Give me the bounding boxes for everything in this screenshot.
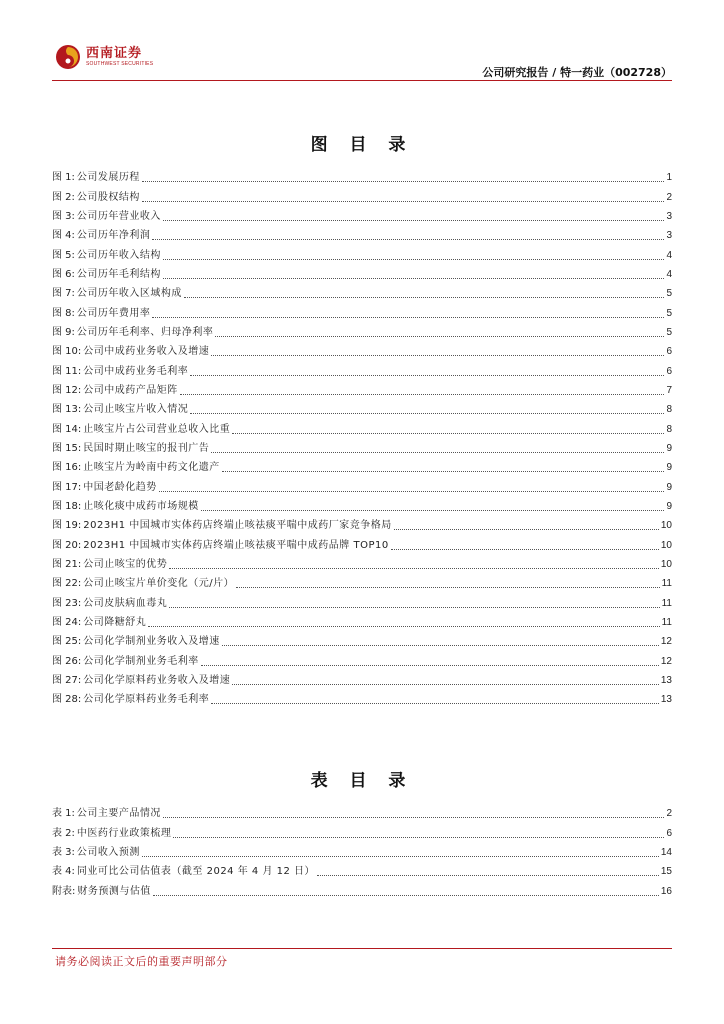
dot-leader: [190, 412, 664, 414]
table-toc-entry-label: 表 4:: [52, 866, 75, 878]
dot-leader: [215, 335, 664, 337]
figure-toc-entry-page: 8: [666, 404, 672, 416]
table-toc-entry[interactable]: [52, 878, 672, 897]
table-toc-entry-label: 表 1:: [52, 808, 75, 820]
figure-toc-entry-label: 图 3:: [52, 210, 75, 222]
table-toc-entry-title: 公司主要产品情况: [76, 808, 161, 820]
figure-toc-entry[interactable]: [52, 300, 672, 319]
dot-leader: [391, 548, 659, 550]
figure-toc-entry-label: 图 25:: [52, 636, 82, 648]
figure-toc-entry-title: 公司化学原料药业务收入及增速: [83, 674, 231, 686]
figure-toc-entry-label: 图 2:: [52, 191, 75, 203]
figure-toc-entry[interactable]: [52, 242, 672, 261]
dot-leader: [142, 855, 659, 857]
figure-toc-entry[interactable]: [52, 571, 672, 590]
figure-toc-entry[interactable]: [52, 165, 672, 184]
figure-toc-entry-label: 图 20:: [52, 539, 82, 551]
figure-toc-entry[interactable]: [52, 610, 672, 629]
figure-toc-entry-title: 公司皮肤病血毒丸: [83, 597, 168, 609]
figure-toc-entry[interactable]: [52, 532, 672, 551]
figure-toc-entry-label: 图 18:: [52, 500, 82, 512]
figure-toc-entry-page: 9: [666, 462, 672, 474]
figure-toc-entry[interactable]: [52, 513, 672, 532]
figure-toc-entry-label: 图 11:: [52, 365, 82, 377]
table-toc-entry-label: 附表:: [52, 885, 76, 897]
table-toc-entry[interactable]: [52, 840, 672, 859]
figure-toc-entry[interactable]: [52, 416, 672, 435]
report-label: 公司研究报告 / 特一药业（002728）: [482, 66, 672, 79]
table-toc-entry[interactable]: [52, 820, 672, 839]
figure-toc-entry-page: 9: [666, 500, 672, 512]
dot-leader: [190, 374, 664, 376]
figure-toc-entry-page: 12: [660, 636, 672, 648]
figure-toc-entry-page: 1: [666, 172, 672, 184]
figure-toc-entry-title: 公司发展历程: [76, 172, 140, 184]
figure-toc-entry-label: 图 15:: [52, 442, 82, 454]
dot-leader: [232, 432, 664, 434]
table-toc-entry-page: 15: [660, 866, 672, 878]
company-logo: [55, 44, 153, 70]
figure-toc-entry-label: 图 5:: [52, 249, 75, 261]
figure-toc-entry[interactable]: [52, 648, 672, 667]
figure-toc-entry-title: 中国老龄化趋势: [83, 481, 157, 493]
table-toc-entry-label: 表 3:: [52, 846, 75, 858]
dot-leader: [152, 238, 664, 240]
dot-leader: [159, 490, 665, 492]
figure-toc-entry[interactable]: [52, 320, 672, 339]
figure-toc-entry[interactable]: [52, 204, 672, 223]
figure-toc-entry-title: 公司中成药业务毛利率: [83, 365, 189, 377]
figure-toc-entry-page: 3: [666, 210, 672, 222]
footer-disclaimer: 请务必阅读正文后的重要声明部分: [55, 955, 228, 968]
figures-toc-title: 图 目 录: [310, 135, 414, 155]
figure-toc-entry-title: 止咳宝片占公司营业总收入比重: [83, 423, 231, 435]
figure-toc-entry-title: 公司历年营业收入: [76, 210, 161, 222]
figure-toc-entry[interactable]: [52, 474, 672, 493]
figure-toc-entry-page: 5: [666, 288, 672, 300]
figure-toc-entry[interactable]: [52, 281, 672, 300]
tables-toc-list: [52, 801, 672, 898]
figure-toc-entry-label: 图 1:: [52, 172, 75, 184]
figure-toc-entry-page: 10: [660, 539, 672, 551]
figure-toc-entry-label: 图 21:: [52, 558, 82, 570]
dot-leader: [222, 470, 665, 472]
figure-toc-entry-page: 4: [666, 268, 672, 280]
dot-leader: [201, 509, 665, 511]
figure-toc-entry-label: 图 10:: [52, 346, 82, 358]
dot-leader: [153, 894, 659, 896]
figure-toc-entry[interactable]: [52, 436, 672, 455]
dot-leader: [163, 277, 665, 279]
figure-toc-entry-title: 公司止咳宝的优势: [83, 558, 168, 570]
dot-leader: [222, 644, 659, 646]
dot-leader: [163, 219, 665, 221]
dot-leader: [394, 528, 659, 530]
figure-toc-entry-label: 图 27:: [52, 674, 82, 686]
figure-toc-entry-title: 止咳化痰中成药市场规模: [83, 500, 199, 512]
figure-toc-entry-label: 图 7:: [52, 288, 75, 300]
figure-toc-entry-label: 图 12:: [52, 384, 82, 396]
tables-toc-title: 表 目 录: [310, 771, 414, 791]
figure-toc-entry-title: 公司降糖舒丸: [83, 616, 147, 628]
figure-toc-entry-label: 图 6:: [52, 268, 75, 280]
figure-toc-entry-page: 2: [666, 191, 672, 203]
figure-toc-entry-page: 11: [661, 597, 672, 609]
figure-toc-entry-page: 7: [666, 384, 672, 396]
figure-toc-entry-title: 公司中成药业务收入及增速: [83, 346, 210, 358]
table-toc-entry[interactable]: [52, 801, 672, 820]
figure-toc-entry[interactable]: [52, 339, 672, 358]
figure-toc-entry-label: 图 22:: [52, 578, 82, 590]
figure-toc-entry-title: 公司止咳宝片收入情况: [83, 404, 189, 416]
figure-toc-entry-label: 图 26:: [52, 655, 82, 667]
figure-toc-entry[interactable]: [52, 358, 672, 377]
figure-toc-entry[interactable]: [52, 455, 672, 474]
figure-toc-entry-label: 图 4:: [52, 230, 75, 242]
figure-toc-entry[interactable]: [52, 687, 672, 706]
figure-toc-entry[interactable]: [52, 397, 672, 416]
dot-leader: [152, 316, 664, 318]
dot-leader: [236, 586, 659, 588]
figure-toc-entry[interactable]: [52, 223, 672, 242]
figure-toc-entry-label: 图 9:: [52, 326, 75, 338]
figure-toc-entry-label: 图 14:: [52, 423, 82, 435]
figures-toc-list: [52, 165, 672, 706]
figure-toc-entry[interactable]: [52, 378, 672, 397]
figure-toc-entry-title: 公司化学制剂业务毛利率: [83, 655, 199, 667]
dot-leader: [142, 180, 665, 182]
figure-toc-entry[interactable]: [52, 590, 672, 609]
table-toc-entry-title: 中医药行业政策梳理: [76, 827, 172, 839]
figure-toc-entry-page: 9: [666, 442, 672, 454]
dot-leader: [169, 567, 659, 569]
dot-leader: [142, 200, 665, 202]
table-toc-entry-title: 财务预测与估值: [77, 885, 151, 897]
figure-toc-entry-label: 图 24:: [52, 616, 82, 628]
dot-leader: [317, 874, 659, 876]
figure-toc-entry-title: 公司历年净利润: [76, 230, 151, 242]
dot-leader: [211, 702, 659, 704]
figure-toc-entry-title: 公司历年收入区域构成: [76, 288, 182, 300]
figure-toc-entry-title: 公司化学原料药业务毛利率: [83, 694, 210, 706]
table-toc-entry-page: 2: [666, 808, 672, 820]
figure-toc-entry-title: 2023H1 中国城市实体药店终端止咳祛痰平喘中成药品牌 TOP10: [83, 539, 389, 551]
table-toc-entry-page: 14: [660, 846, 672, 858]
dot-leader: [232, 683, 659, 685]
table-toc-entry-page: 16: [660, 885, 672, 897]
figure-toc-entry-page: 11: [661, 578, 672, 590]
table-toc-entry-label: 表 2:: [52, 827, 75, 839]
figure-toc-entry-page: 11: [661, 616, 672, 628]
table-toc-entry-title: 同业可比公司估值表（截至 2024 年 4 月 12 日）: [76, 866, 316, 878]
figure-toc-entry-label: 图 28:: [52, 694, 82, 706]
logo-text-cn: 西南证券: [86, 46, 143, 61]
figure-toc-entry-page: 13: [660, 674, 672, 686]
figure-toc-entry-title: 公司历年收入结构: [76, 249, 161, 261]
figure-toc-entry-title: 2023H1 中国城市实体药店终端止咳祛痰平喘中成药厂家竞争格局: [83, 520, 392, 532]
figure-toc-entry-page: 9: [666, 481, 672, 493]
figure-toc-entry[interactable]: [52, 184, 672, 203]
dot-leader: [163, 816, 665, 818]
figure-toc-entry[interactable]: [52, 262, 672, 281]
table-toc-entry-page: 6: [666, 827, 672, 839]
figure-toc-entry-label: 图 23:: [52, 597, 82, 609]
figure-toc-entry-title: 公司历年毛利率、归母净利率: [76, 326, 214, 338]
figure-toc-entry-title: 公司股权结构: [76, 191, 140, 203]
figure-toc-entry-label: 图 17:: [52, 481, 82, 493]
figure-toc-entry-title: 公司历年毛利结构: [76, 268, 161, 280]
figure-toc-entry-page: 13: [660, 694, 672, 706]
figure-toc-entry-page: 5: [666, 326, 672, 338]
table-toc-entry-title: 公司收入预测: [76, 846, 140, 858]
dot-leader: [148, 625, 659, 627]
figure-toc-entry[interactable]: [52, 629, 672, 648]
figure-toc-entry-page: 6: [666, 346, 672, 358]
figure-toc-entry-title: 公司中成药产品矩阵: [83, 384, 178, 396]
header-divider: [52, 80, 672, 81]
figure-toc-entry-page: 10: [660, 520, 672, 532]
figure-toc-entry-page: 4: [666, 249, 672, 261]
figure-toc-entry-title: 止咳宝片为岭南中药文化遗产: [83, 462, 220, 474]
figure-toc-entry[interactable]: [52, 668, 672, 687]
dot-leader: [173, 836, 664, 838]
figure-toc-entry-title: 公司化学制剂业务收入及增速: [83, 636, 220, 648]
dot-leader: [211, 354, 664, 356]
dot-leader: [180, 393, 665, 395]
figure-toc-entry-page: 3: [666, 230, 672, 242]
table-toc-entry[interactable]: [52, 859, 672, 878]
figure-toc-entry-label: 图 8:: [52, 307, 75, 319]
figure-toc-entry-page: 6: [666, 365, 672, 377]
footer-divider: [52, 948, 672, 949]
figure-toc-entry-title: 公司历年费用率: [76, 307, 151, 319]
figure-toc-entry[interactable]: [52, 494, 672, 513]
dot-leader: [169, 606, 659, 608]
dot-leader: [184, 296, 665, 298]
figure-toc-entry-page: 5: [666, 307, 672, 319]
figure-toc-entry-label: 图 19:: [52, 520, 82, 532]
dot-leader: [211, 451, 664, 453]
figure-toc-entry-title: 公司止咳宝片单价变化（元/片）: [83, 578, 235, 590]
dot-leader: [163, 258, 665, 260]
figure-toc-entry-page: 12: [660, 655, 672, 667]
dot-leader: [201, 664, 659, 666]
figure-toc-entry-page: 10: [660, 558, 672, 570]
figure-toc-entry-label: 图 13:: [52, 404, 82, 416]
figure-toc-entry-title: 民国时期止咳宝的报刊广告: [83, 442, 210, 454]
logo-mark-icon: [55, 44, 81, 70]
figure-toc-entry-page: 8: [666, 423, 672, 435]
figure-toc-entry[interactable]: [52, 552, 672, 571]
logo-text-en: SOUTHWEST SECURITIES: [86, 61, 154, 67]
figure-toc-entry-label: 图 16:: [52, 462, 82, 474]
